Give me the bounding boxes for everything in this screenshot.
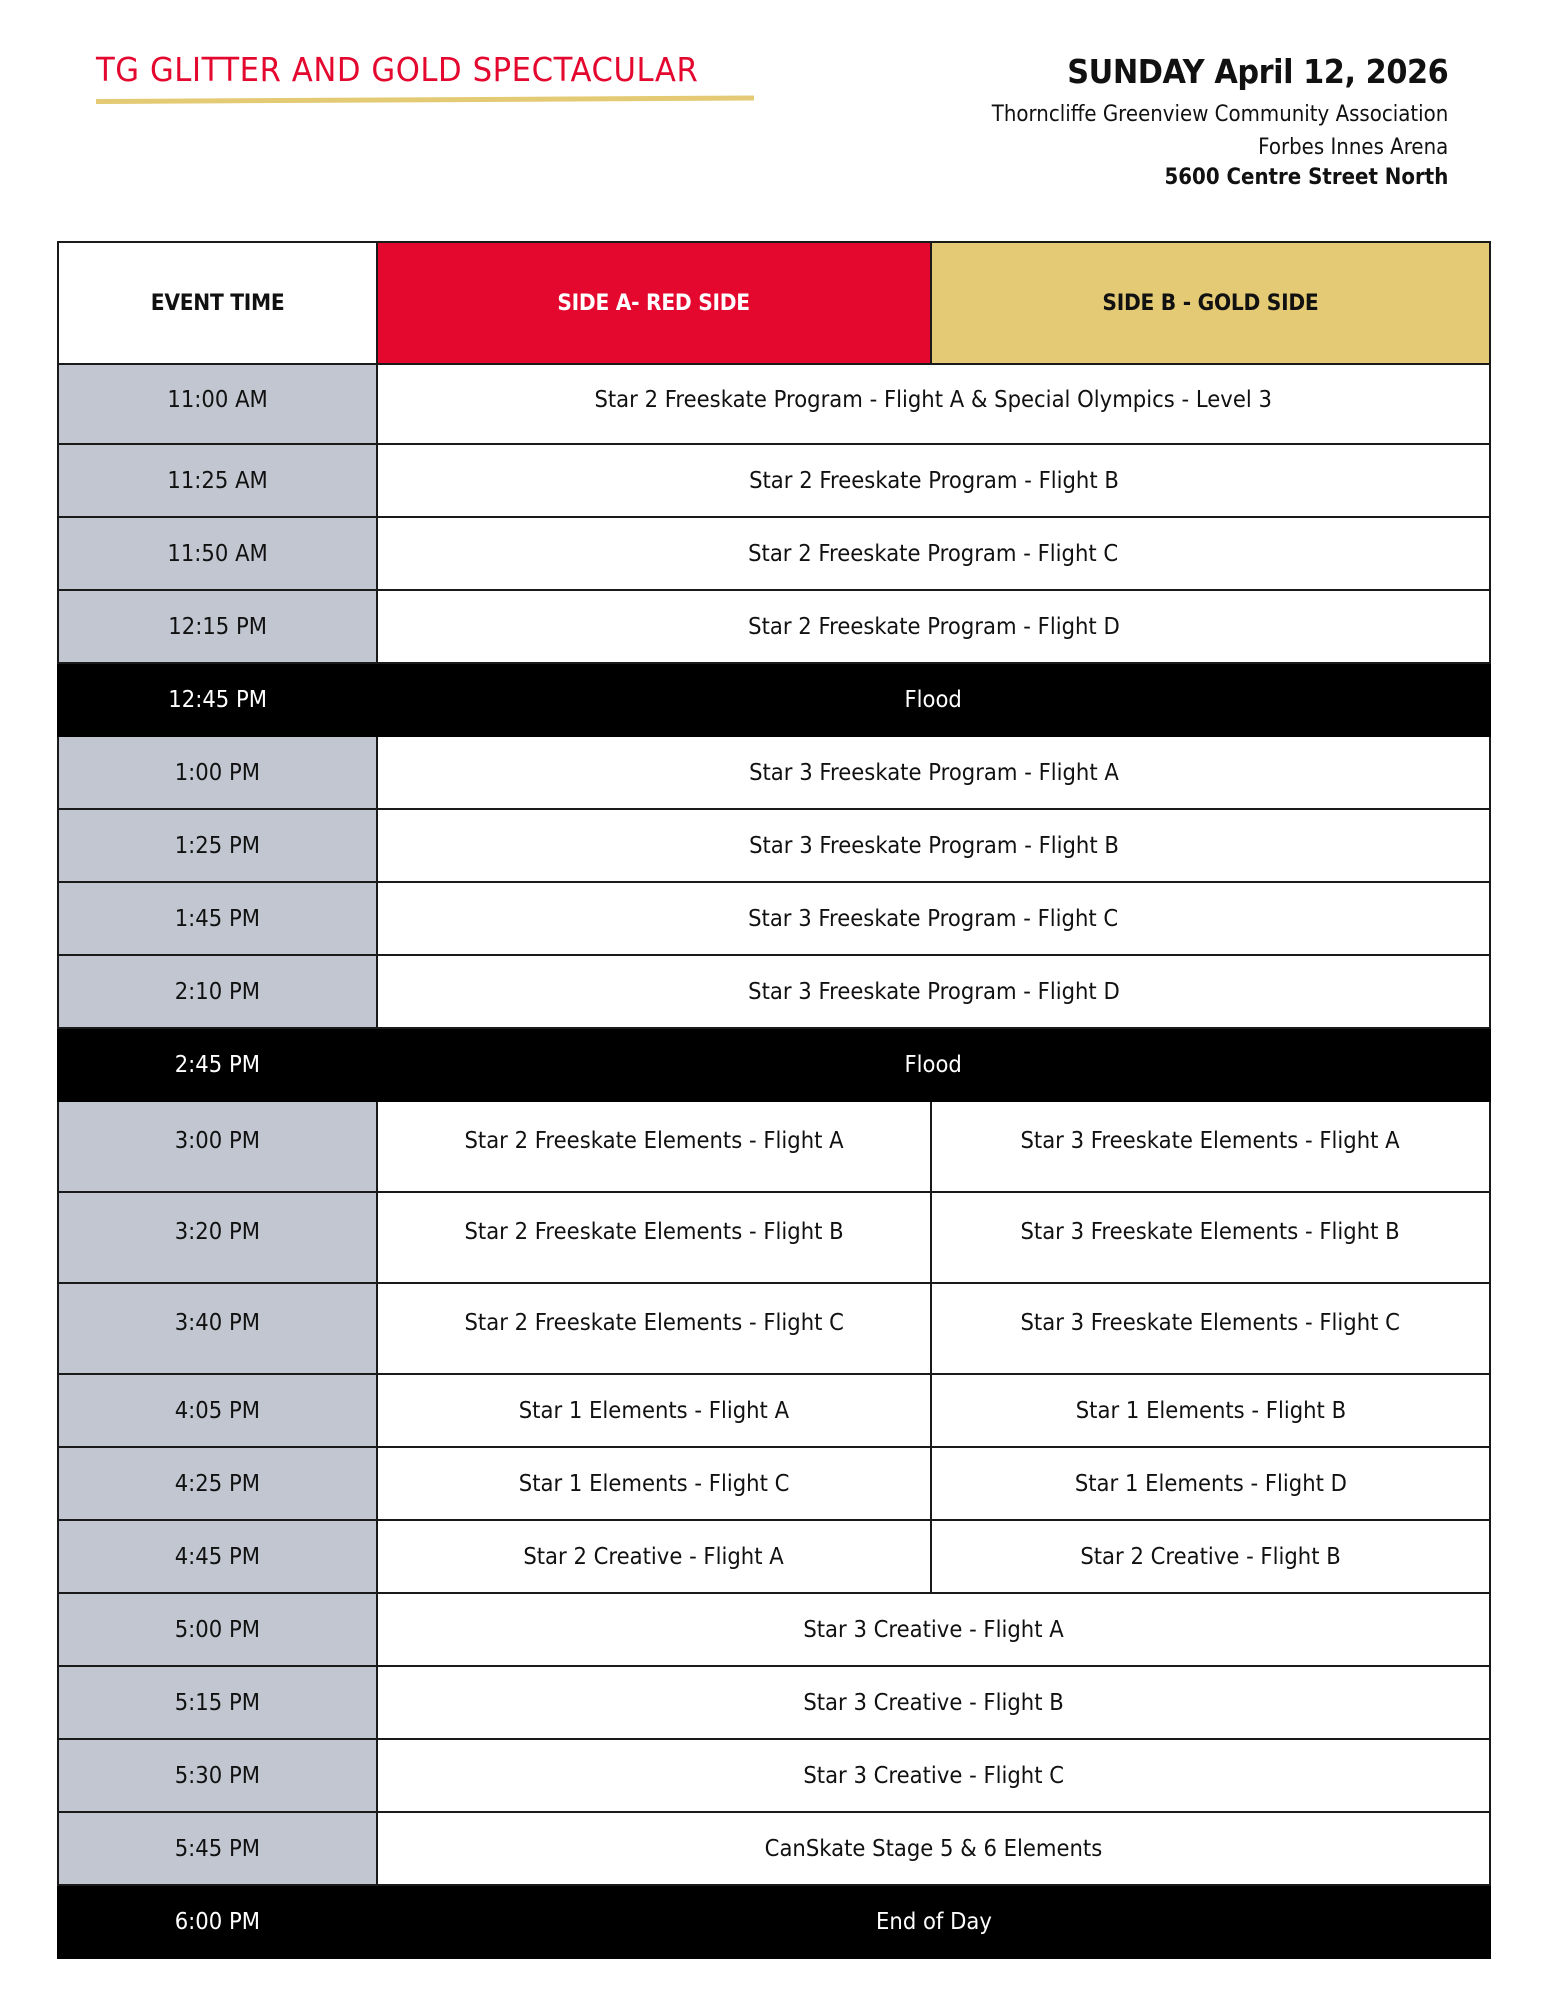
break-event-cell (377, 663, 1490, 736)
both-sides-event-cell-text: Star 3 Freeskate Program - Flight D (747, 978, 1120, 1005)
table-row (58, 1812, 1490, 1885)
side-b-event-cell-text: Star 1 Elements - Flight B (1075, 1397, 1346, 1424)
both-sides-event-cell (377, 1739, 1490, 1812)
break-event-cell-text: End of Day (875, 1908, 992, 1935)
event-time-cell (58, 1593, 377, 1666)
side-a-event-cell-text: Star 2 Freeskate Elements - Flight A (464, 1127, 844, 1154)
event-time-cell-text: 12:15 PM (168, 613, 267, 640)
both-sides-event-cell-text: Star 2 Freeskate Program - Flight A & Special Olympics - Level 3 (594, 387, 1273, 413)
side-b-event-cell (931, 1283, 1490, 1374)
event-time-cell-text: 11:50 AM (167, 540, 268, 567)
event-time-cell-text: 5:45 PM (174, 1835, 261, 1862)
event-time-cell (58, 809, 377, 882)
table-row (58, 444, 1490, 517)
event-time-cell (58, 517, 377, 590)
table-row (58, 809, 1490, 882)
event-time-cell (58, 1739, 377, 1812)
venue-address: 5600 Centre Street North (1164, 165, 1448, 190)
column-header-event-time (58, 242, 377, 364)
side-a-event-cell (377, 1101, 931, 1192)
table-row (58, 517, 1490, 590)
event-time-cell-text: 3:00 PM (174, 1127, 261, 1154)
event-time-cell-text: 4:05 PM (174, 1397, 261, 1424)
both-sides-event-cell (377, 517, 1490, 590)
break-event-cell (377, 1028, 1490, 1101)
side-a-event-cell (377, 1192, 931, 1283)
venue-name: Forbes Innes Arena (1257, 135, 1448, 160)
both-sides-event-cell-text: Star 2 Freeskate Program - Flight B (748, 467, 1119, 494)
event-time-cell-text: 3:40 PM (174, 1309, 261, 1336)
table-row (58, 1374, 1490, 1447)
break-row (58, 1028, 1490, 1101)
both-sides-event-cell-text: Star 3 Freeskate Program - Flight B (748, 832, 1119, 859)
table-row (58, 955, 1490, 1028)
side-b-event-cell (931, 1192, 1490, 1283)
title-underline-divider (96, 96, 754, 104)
table-row (58, 1447, 1490, 1520)
break-event-cell-text: Flood (904, 686, 963, 713)
event-time-cell-text: 5:15 PM (174, 1689, 261, 1716)
side-a-event-cell-text: Star 1 Elements - Flight C (518, 1470, 790, 1497)
both-sides-event-cell-text: Star 3 Creative - Flight B (803, 1689, 1064, 1716)
event-time-cell-text: 1:45 PM (174, 905, 261, 932)
both-sides-event-cell (377, 444, 1490, 517)
table-row (58, 1520, 1490, 1593)
event-time-cell (58, 364, 377, 444)
both-sides-event-cell (377, 882, 1490, 955)
side-a-event-cell (377, 1283, 931, 1374)
side-a-event-cell-text: Star 2 Creative - Flight A (523, 1543, 785, 1570)
event-time-cell (58, 882, 377, 955)
event-time-cell (58, 1447, 377, 1520)
event-time-cell (58, 590, 377, 663)
side-b-event-cell-text: Star 3 Freeskate Elements - Flight B (1020, 1218, 1401, 1245)
side-b-event-cell (931, 1101, 1490, 1192)
event-time-cell (58, 1101, 377, 1192)
break-row (58, 1885, 1490, 1958)
table-row (58, 1593, 1490, 1666)
both-sides-event-cell (377, 809, 1490, 882)
both-sides-event-cell-text: Star 3 Creative - Flight C (803, 1762, 1064, 1789)
event-time-cell (58, 1192, 377, 1283)
schedule-body (58, 364, 1490, 1958)
both-sides-event-cell-text: Star 3 Freeskate Program - Flight A (748, 759, 1119, 786)
both-sides-event-cell-text: Star 2 Freeskate Program - Flight C (748, 540, 1119, 567)
side-a-event-cell-text: Star 2 Freeskate Elements - Flight B (464, 1218, 844, 1245)
event-time-cell (58, 1520, 377, 1593)
table-row (58, 736, 1490, 809)
both-sides-event-cell-text: Star 3 Creative - Flight A (803, 1616, 1064, 1643)
side-b-event-cell-text: Star 3 Freeskate Elements - Flight A (1020, 1127, 1401, 1154)
side-a-event-cell-text: Star 1 Elements - Flight A (518, 1397, 790, 1424)
schedule-table (57, 241, 1491, 1959)
side-a-event-cell (377, 1374, 931, 1447)
column-header-side-b (931, 242, 1490, 364)
event-time-cell-text: 2:10 PM (174, 978, 261, 1005)
event-time-cell-text: 3:20 PM (174, 1218, 261, 1245)
side-b-event-cell (931, 1520, 1490, 1593)
both-sides-event-cell (377, 1666, 1490, 1739)
table-header-row (58, 242, 1490, 364)
side-b-event-cell-text: Star 2 Creative - Flight B (1080, 1543, 1341, 1570)
event-time-cell-text: 5:00 PM (174, 1616, 261, 1643)
column-header-label: EVENT TIME (150, 290, 285, 316)
organization-name: Thorncliffe Greenview Community Association (991, 102, 1448, 127)
both-sides-event-cell (377, 1812, 1490, 1885)
event-time-cell (58, 736, 377, 809)
column-header-label: SIDE B - GOLD SIDE (1102, 290, 1319, 316)
event-time-cell (58, 444, 377, 517)
event-time-cell-text: 6:00 PM (174, 1908, 261, 1935)
table-row (58, 882, 1490, 955)
side-a-event-cell (377, 1447, 931, 1520)
side-b-event-cell-text: Star 3 Freeskate Elements - Flight C (1020, 1309, 1401, 1336)
side-b-event-cell-text: Star 1 Elements - Flight D (1074, 1470, 1347, 1497)
event-time-cell (58, 1028, 377, 1101)
event-time-cell (58, 1283, 377, 1374)
event-time-cell-text: 1:25 PM (174, 832, 261, 859)
side-a-event-cell-text: Star 2 Freeskate Elements - Flight C (464, 1309, 844, 1336)
event-time-cell (58, 1885, 377, 1958)
both-sides-event-cell (377, 736, 1490, 809)
table-row (58, 364, 1490, 444)
column-header-side-a (377, 242, 931, 364)
break-row (58, 663, 1490, 736)
both-sides-event-cell (377, 955, 1490, 1028)
table-row (58, 1283, 1490, 1374)
table-row (58, 1192, 1490, 1283)
both-sides-event-cell-text: Star 2 Freeskate Program - Flight D (747, 613, 1120, 640)
both-sides-event-cell-text: Star 3 Freeskate Program - Flight C (748, 905, 1119, 932)
event-time-cell-text: 1:00 PM (174, 759, 261, 786)
event-time-cell (58, 1666, 377, 1739)
event-time-cell (58, 1374, 377, 1447)
event-time-cell-text: 11:25 AM (167, 467, 268, 494)
column-header-label: SIDE A- RED SIDE (557, 290, 751, 316)
event-title: TG GLITTER AND GOLD SPECTACULAR (96, 50, 699, 89)
event-time-cell-text: 4:25 PM (174, 1470, 261, 1497)
event-date: SUNDAY April 12, 2026 (1066, 52, 1448, 91)
table-row (58, 1666, 1490, 1739)
event-info-block (941, 50, 1448, 192)
table-row (58, 1739, 1490, 1812)
side-b-event-cell (931, 1447, 1490, 1520)
event-time-cell-text: 11:00 AM (167, 387, 268, 413)
both-sides-event-cell (377, 590, 1490, 663)
event-time-cell (58, 955, 377, 1028)
event-time-cell-text: 5:30 PM (174, 1762, 261, 1789)
table-row (58, 1101, 1490, 1192)
side-b-event-cell (931, 1374, 1490, 1447)
both-sides-event-cell (377, 364, 1490, 444)
break-event-cell-text: Flood (904, 1051, 963, 1078)
event-time-cell-text: 2:45 PM (174, 1051, 261, 1078)
event-time-cell (58, 1812, 377, 1885)
event-time-cell-text: 4:45 PM (174, 1543, 261, 1570)
both-sides-event-cell-text: CanSkate Stage 5 & 6 Elements (764, 1835, 1103, 1862)
event-time-cell (58, 663, 377, 736)
table-row (58, 590, 1490, 663)
break-event-cell (377, 1885, 1490, 1958)
both-sides-event-cell (377, 1593, 1490, 1666)
side-a-event-cell (377, 1520, 931, 1593)
event-time-cell-text: 12:45 PM (168, 686, 267, 713)
